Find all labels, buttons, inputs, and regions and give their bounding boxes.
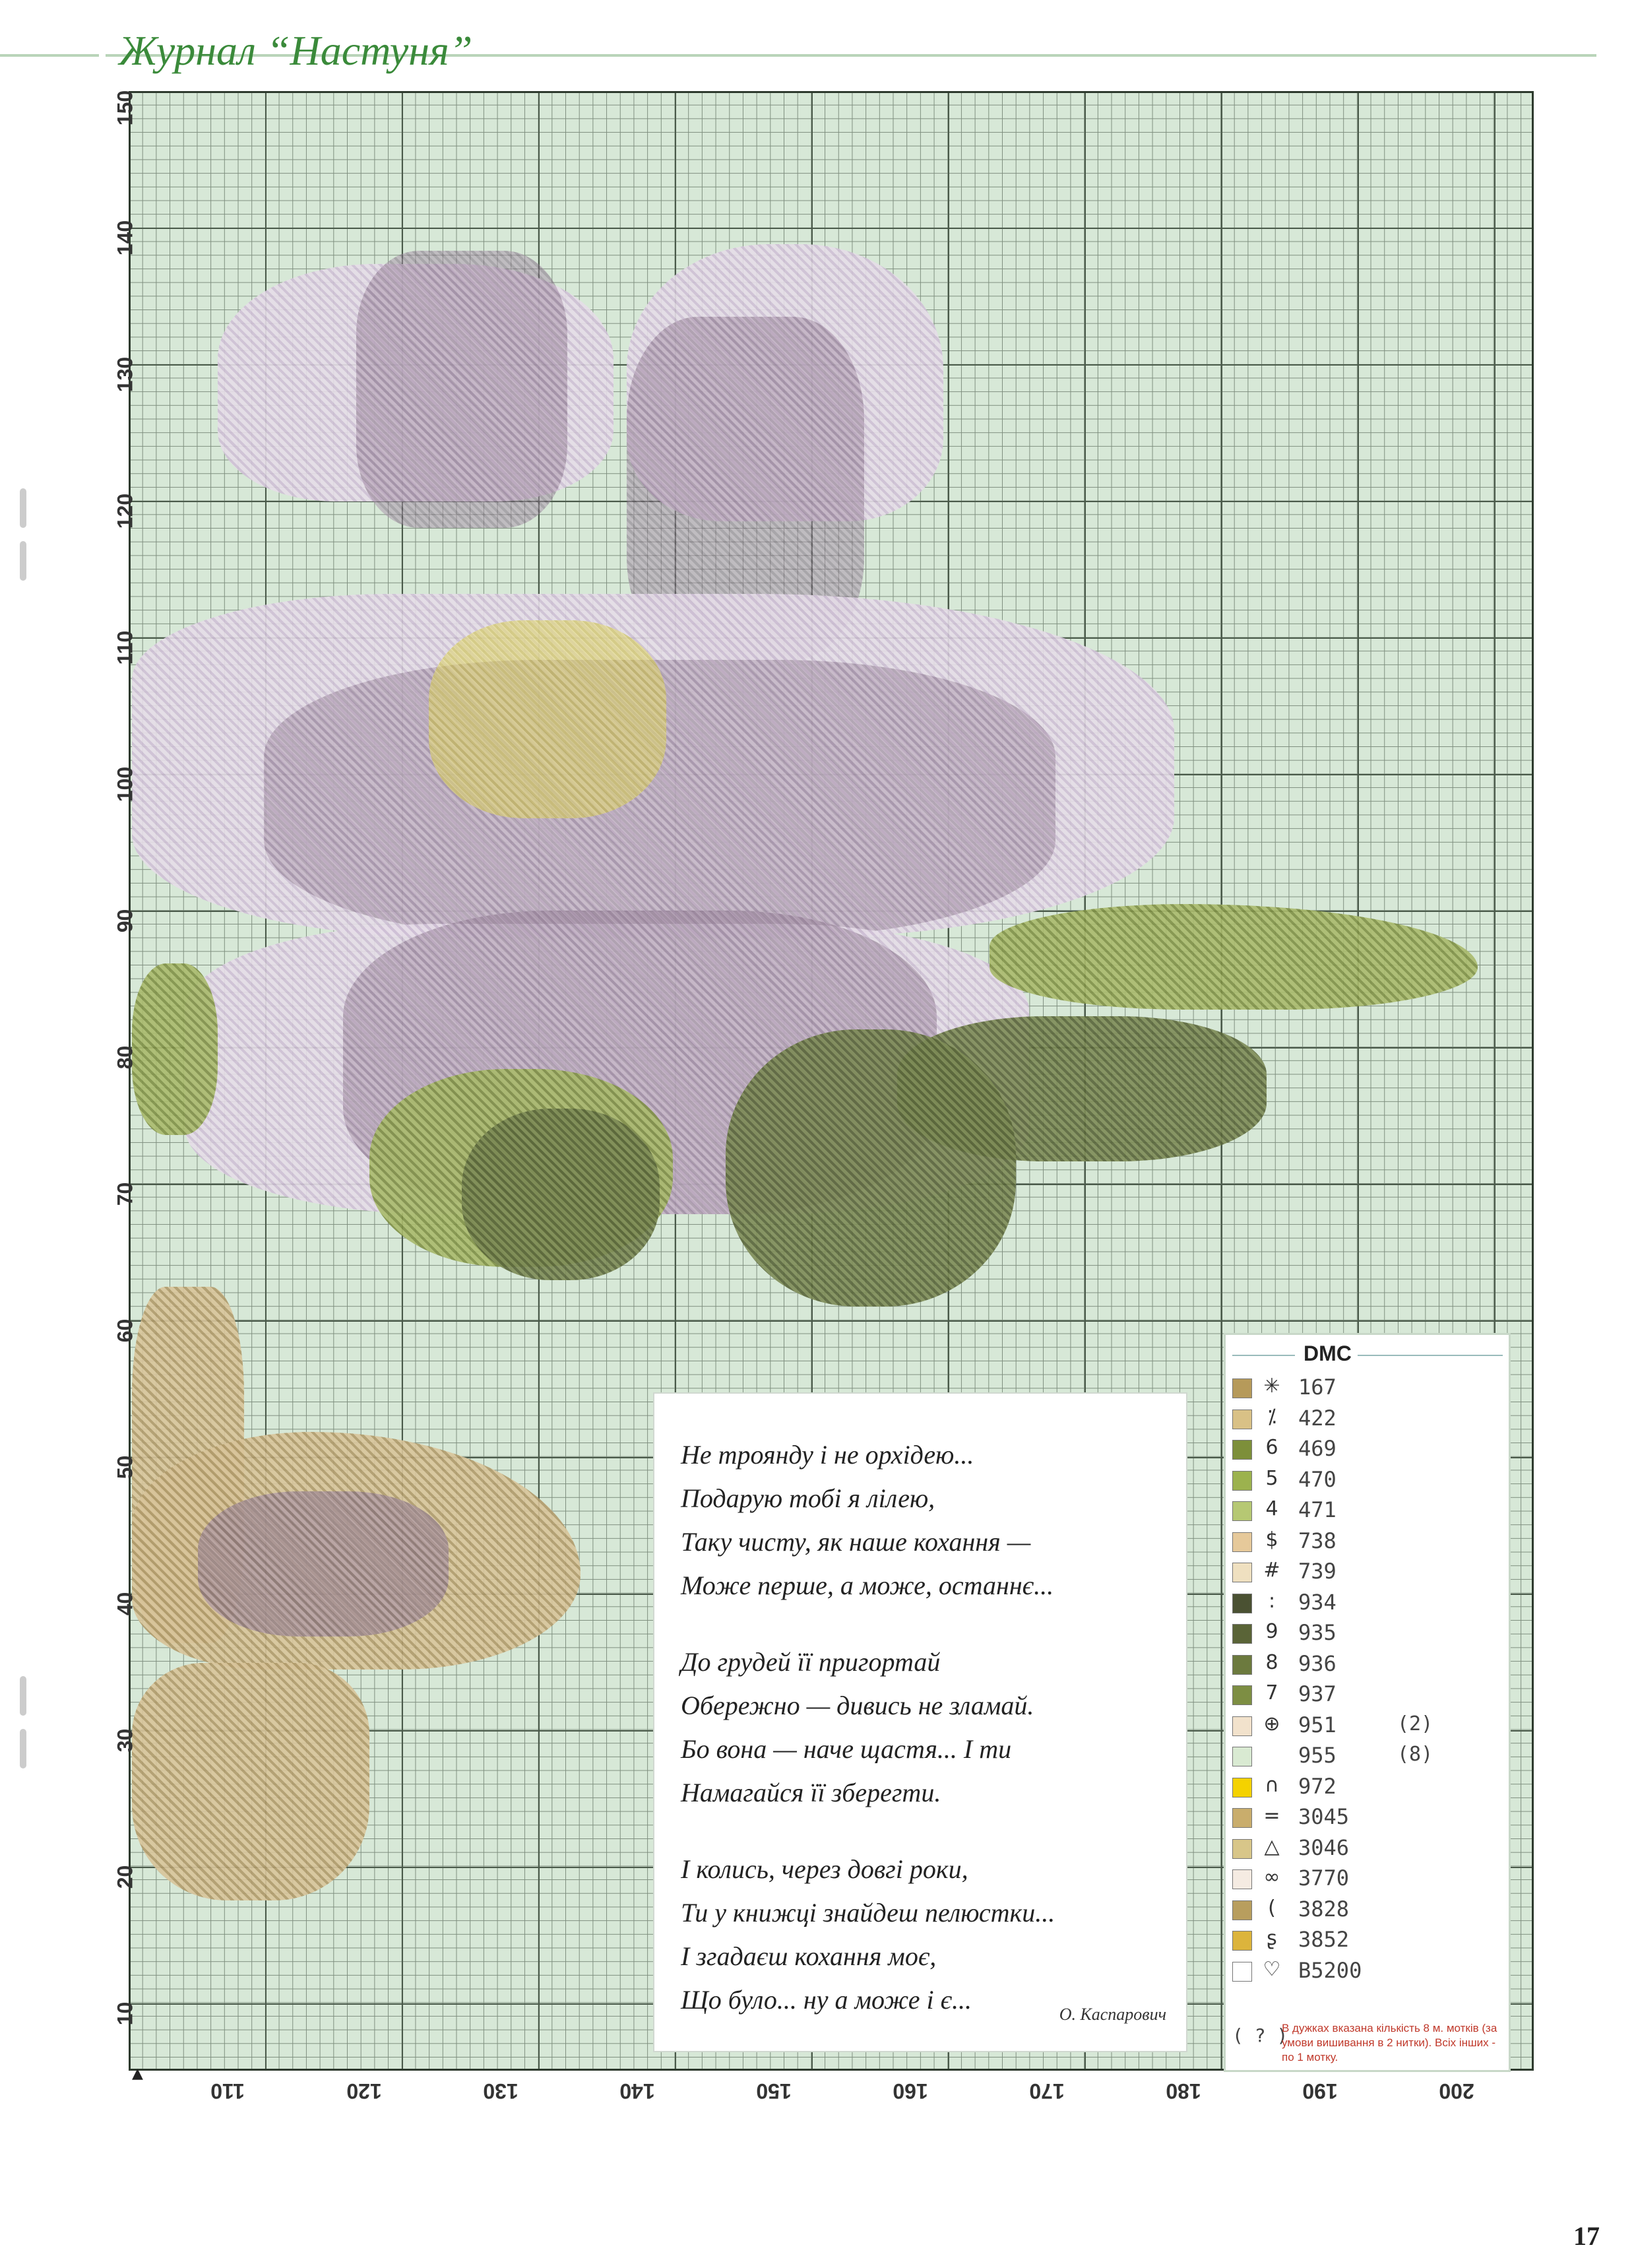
- dmc-code: 3852: [1298, 1927, 1350, 1952]
- dmc-code: 934: [1298, 1589, 1337, 1615]
- legend-row: [1232, 1590, 1506, 1616]
- legend-row: [1232, 1835, 1506, 1862]
- x-axis-label: 180: [1166, 2079, 1201, 2103]
- dmc-code: 936: [1298, 1650, 1337, 1676]
- dmc-code: 937: [1298, 1681, 1337, 1706]
- color-swatch: [1232, 1563, 1252, 1582]
- legend-row: [1232, 1559, 1506, 1585]
- poem-line: Таку чисту, як наше кохання —: [681, 1527, 1031, 1557]
- legend-title: DMC: [1304, 1342, 1352, 1365]
- header-rule-left: [0, 54, 99, 57]
- color-swatch: [1232, 1931, 1252, 1951]
- y-axis-label: 40: [113, 1592, 137, 1616]
- poem-line: Бо вона — наче щастя... І ти: [681, 1734, 1012, 1764]
- color-swatch: [1232, 1808, 1252, 1828]
- legend-row: [1232, 1375, 1506, 1401]
- dmc-code: 3045: [1298, 1804, 1350, 1829]
- legend-row: [1232, 1497, 1506, 1524]
- poem-stanza: [681, 1848, 1160, 2022]
- stitch-symbol: △: [1264, 1834, 1280, 1858]
- color-swatch: [1232, 1869, 1252, 1889]
- dmc-code: 739: [1298, 1559, 1337, 1584]
- poem-line: Не троянду і не орхідею...: [681, 1440, 974, 1470]
- dmc-code: 738: [1298, 1528, 1337, 1553]
- stitch-symbol: ∩: [1265, 1773, 1279, 1797]
- dmc-code: 3046: [1298, 1834, 1350, 1860]
- poem-stanza: [681, 1433, 1160, 1607]
- color-swatch: [1232, 1747, 1252, 1766]
- color-swatch: [1232, 1532, 1252, 1552]
- stitch-symbol: ♡: [1263, 1957, 1281, 1981]
- legend-row: [1232, 1651, 1506, 1677]
- stitch-symbol: 5: [1265, 1466, 1278, 1490]
- dmc-code: 470: [1298, 1466, 1337, 1492]
- binding-mark: [20, 1676, 26, 1716]
- color-key-legend: [1224, 1333, 1511, 2072]
- color-swatch: [1232, 1900, 1252, 1920]
- dmc-code: 955: [1298, 1743, 1337, 1768]
- dmc-code: 972: [1298, 1773, 1337, 1799]
- poem-line: І колись, через довгі роки,: [681, 1854, 968, 1884]
- poem-line: До грудей її пригортай: [681, 1647, 941, 1677]
- legend-row: [1232, 1896, 1506, 1923]
- y-axis-label: 130: [113, 356, 137, 393]
- legend-row: [1232, 1804, 1506, 1831]
- color-swatch: [1232, 1685, 1252, 1705]
- color-swatch: [1232, 1409, 1252, 1429]
- poem-line: Що було... ну а може і є...: [681, 1985, 972, 2015]
- y-axis-label: 60: [113, 1318, 137, 1343]
- poem-line: Ти у книжці знайдеш пелюстки...: [681, 1898, 1055, 1928]
- legend-note: В дужках вказана кількість 8 м. мотків (за умови вишивання в 2 нитки). Всіх інших - по 1 мотку.: [1282, 2022, 1497, 2063]
- y-axis-label: 100: [113, 766, 137, 802]
- legend-row: [1232, 1865, 1506, 1892]
- color-swatch: [1232, 1716, 1252, 1736]
- y-axis-label: 140: [113, 220, 137, 256]
- x-axis-label: 130: [483, 2079, 519, 2103]
- binding-mark: [20, 488, 26, 528]
- page-number: 17: [1573, 2221, 1600, 2251]
- x-axis-label: 110: [210, 2079, 245, 2103]
- note-symbol: ( ? ): [1232, 2025, 1288, 2046]
- x-axis-label: 160: [893, 2079, 928, 2103]
- y-axis-label: 90: [113, 909, 137, 933]
- y-axis-label: 70: [113, 1182, 137, 1206]
- x-axis-label: 150: [756, 2079, 792, 2103]
- legend-row: [1232, 1528, 1506, 1555]
- poem-line: І згадаєш кохання моє,: [681, 1941, 937, 1971]
- legend-rule: [1358, 1355, 1503, 1356]
- legend-row: [1232, 1620, 1506, 1646]
- dmc-code: 167: [1298, 1375, 1337, 1400]
- stitch-symbol: #: [1263, 1559, 1280, 1582]
- stitch-symbol: ∞: [1263, 1865, 1280, 1889]
- skein-quantity: (2): [1397, 1712, 1433, 1735]
- y-axis-label: 80: [113, 1045, 137, 1070]
- legend-row: [1232, 1712, 1506, 1739]
- grid-center-arrow-icon: ▲: [132, 2065, 143, 2082]
- poem-line: Обережно — дивись не зламай.: [681, 1691, 1034, 1720]
- stitch-symbol: (: [1268, 1896, 1276, 1920]
- y-axis-label: 150: [113, 90, 137, 126]
- y-axis-label: 20: [113, 1865, 137, 1889]
- magazine-title: Журнал “Настуня”: [119, 27, 473, 74]
- dmc-code: 469: [1298, 1436, 1337, 1461]
- color-swatch: [1232, 1378, 1252, 1398]
- y-axis-label: 120: [113, 493, 137, 529]
- legend-row: [1232, 1958, 1506, 1984]
- legend-row: [1232, 1436, 1506, 1462]
- stitch-symbol: 7: [1265, 1681, 1278, 1704]
- x-axis-label: 120: [346, 2079, 382, 2103]
- dmc-code: 935: [1298, 1620, 1337, 1645]
- stitch-symbol: 8: [1265, 1650, 1278, 1674]
- x-axis-label: 200: [1439, 2079, 1474, 2103]
- poem-author: О. Каспарович: [1059, 2005, 1166, 2024]
- binding-mark: [20, 1729, 26, 1768]
- color-swatch: [1232, 1471, 1252, 1491]
- poem-line: Намагайся її зберегти.: [681, 1778, 941, 1807]
- legend-rule: [1232, 1355, 1295, 1356]
- stitch-symbol: 4: [1265, 1497, 1278, 1520]
- x-axis-label: 140: [619, 2079, 655, 2103]
- stitch-symbol: $: [1265, 1528, 1278, 1551]
- stitch-symbol: =: [1263, 1804, 1280, 1827]
- color-swatch: [1232, 1594, 1252, 1613]
- y-axis-label: 10: [113, 2001, 137, 2026]
- y-axis-label: 30: [113, 1728, 137, 1753]
- legend-row: [1232, 1681, 1506, 1708]
- dmc-code: 471: [1298, 1497, 1337, 1522]
- stitch-symbol: ʂ: [1267, 1927, 1277, 1950]
- x-axis-label: 190: [1302, 2079, 1338, 2103]
- y-axis-label: 110: [113, 630, 137, 665]
- color-swatch: [1232, 1440, 1252, 1460]
- color-swatch: [1232, 1655, 1252, 1675]
- dmc-code: B5200: [1298, 1957, 1362, 1983]
- dmc-code: 422: [1298, 1405, 1337, 1431]
- skein-quantity: (8): [1397, 1743, 1433, 1766]
- color-swatch: [1232, 1624, 1252, 1644]
- stitch-symbol: 6: [1265, 1436, 1278, 1459]
- color-swatch: [1232, 1839, 1252, 1859]
- legend-row: [1232, 1467, 1506, 1493]
- stitch-symbol: ⁒: [1267, 1405, 1276, 1429]
- color-swatch: [1232, 1962, 1252, 1982]
- dmc-code: 951: [1298, 1712, 1337, 1737]
- poem-stanza: [681, 1640, 1160, 1815]
- color-swatch: [1232, 1501, 1252, 1521]
- legend-row: [1232, 1406, 1506, 1432]
- dmc-code: 3828: [1298, 1896, 1350, 1922]
- legend-row: [1232, 1927, 1506, 1953]
- poem-line: Подарую тобі я лілею,: [681, 1483, 935, 1513]
- binding-mark: [20, 541, 26, 581]
- dmc-code: 3770: [1298, 1865, 1350, 1891]
- legend-row: [1232, 1743, 1506, 1769]
- poem-line: Може перше, а може, останнє...: [681, 1571, 1054, 1600]
- stitch-symbol: ⊕: [1263, 1712, 1280, 1735]
- stitch-symbol: ✳: [1263, 1375, 1280, 1398]
- stitch-symbol: :: [1268, 1589, 1276, 1613]
- y-axis-label: 50: [113, 1455, 137, 1479]
- poem-box: [653, 1392, 1187, 2052]
- stitch-symbol: 9: [1265, 1620, 1278, 1643]
- legend-row: [1232, 1774, 1506, 1800]
- x-axis-label: 170: [1029, 2079, 1065, 2103]
- color-swatch: [1232, 1778, 1252, 1798]
